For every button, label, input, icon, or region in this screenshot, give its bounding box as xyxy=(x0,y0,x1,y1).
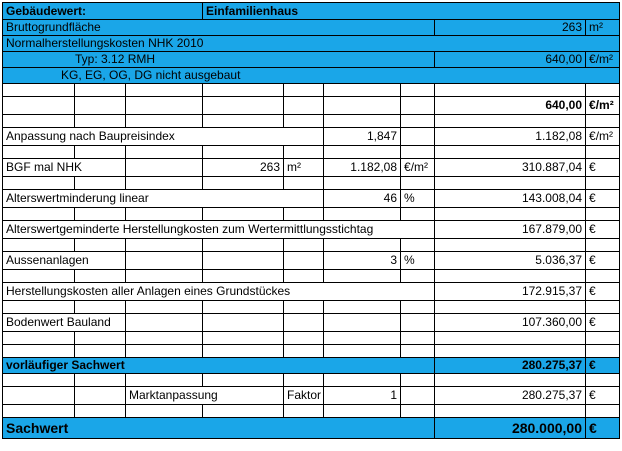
faktor-label: Faktor xyxy=(284,387,324,405)
alter-value: 143.008,04 xyxy=(435,190,586,208)
blank-row xyxy=(3,115,620,128)
blank-row xyxy=(3,374,620,387)
sachwert-row xyxy=(3,418,620,439)
info-nhk-label: Normalherstellungskosten NHK 2010 xyxy=(3,36,620,52)
bgf-label: BGF mal NHK xyxy=(3,159,126,177)
sachwert-unit: € xyxy=(586,418,620,439)
aussen-label: Aussenanlagen xyxy=(3,252,126,270)
vorl-label: vorläufiger Sachwert xyxy=(3,358,435,374)
alter-unit: € xyxy=(586,190,620,208)
index-unit: €/m² xyxy=(586,128,620,146)
markt-unit: € xyxy=(586,387,620,405)
blank-row xyxy=(3,177,620,190)
header-row xyxy=(3,3,620,20)
info-row-note xyxy=(3,68,620,84)
sachwert-label: Sachwert xyxy=(3,418,435,439)
boden-row xyxy=(3,314,620,332)
blank-row xyxy=(3,146,620,159)
blank-row xyxy=(3,84,620,97)
bgf-row xyxy=(3,159,620,177)
index-factor: 1,847 xyxy=(324,128,401,146)
hka-row xyxy=(3,283,620,301)
hka-value: 172.915,37 xyxy=(435,283,586,301)
blank-row xyxy=(3,405,620,418)
info-row-bgf xyxy=(3,20,620,36)
blank-row xyxy=(3,301,620,314)
alter-pct: 46 xyxy=(324,190,401,208)
bgf-value: 310.887,04 xyxy=(435,159,586,177)
info-typ-label: Typ: 3.12 RMH xyxy=(3,52,435,68)
boden-value: 107.360,00 xyxy=(435,314,586,332)
index-row xyxy=(3,128,620,146)
blank-row xyxy=(3,208,620,221)
markt-label: Marktanpassung xyxy=(126,387,284,405)
info-bgf-label: Bruttogrundfläche xyxy=(3,20,435,36)
header-subtitle: Einfamilienhaus xyxy=(203,3,620,20)
nhk-value: 640,00 xyxy=(435,97,586,115)
aussen-pct: 3 xyxy=(324,252,401,270)
aussen-pct-unit: % xyxy=(401,252,435,270)
alter-label: Alterswertminderung linear xyxy=(3,190,324,208)
index-value: 1.182,08 xyxy=(435,128,586,146)
info-row-typ xyxy=(3,52,620,68)
bgf-price-unit: €/m² xyxy=(401,159,435,177)
info-typ-value: 640,00 xyxy=(435,52,586,68)
hk-row xyxy=(3,221,620,239)
hk-value: 167.879,00 xyxy=(435,221,586,239)
blank-row xyxy=(3,239,620,252)
info-note: KG, EG, OG, DG nicht ausgebaut xyxy=(3,68,620,84)
valuation-table xyxy=(2,2,620,439)
sachwert-value: 280.000,00 xyxy=(435,418,586,439)
markt-value: 280.275,37 xyxy=(435,387,586,405)
blank-row xyxy=(3,345,620,358)
boden-label: Bodenwert Bauland xyxy=(3,314,126,332)
nhk-unit: €/m² xyxy=(586,97,620,115)
aussen-unit: € xyxy=(586,252,620,270)
info-row-nhk xyxy=(3,36,620,52)
blank-row xyxy=(3,332,620,345)
blank-row xyxy=(3,270,620,283)
bgf-area: 263 xyxy=(203,159,284,177)
bgf-area-unit: m² xyxy=(284,159,324,177)
boden-unit: € xyxy=(586,314,620,332)
bgf-unit: € xyxy=(586,159,620,177)
markt-row xyxy=(3,387,620,405)
hk-unit: € xyxy=(586,221,620,239)
hka-unit: € xyxy=(586,283,620,301)
hka-label: Herstellungskosten aller Anlagen eines Grundstückes xyxy=(3,283,435,301)
vorl-value: 280.275,37 xyxy=(435,358,586,374)
hk-label: Alterswertgeminderte Herstellungkosten zum Wertermittlungsstichtag xyxy=(3,221,435,239)
header-title: Gebäudewert: xyxy=(3,3,203,20)
nhk-row xyxy=(3,97,620,115)
index-label: Anpassung nach Baupreisindex xyxy=(3,128,324,146)
aussen-row xyxy=(3,252,620,270)
info-bgf-value: 263 xyxy=(435,20,586,36)
vorl-row xyxy=(3,358,620,374)
aussen-value: 5.036,37 xyxy=(435,252,586,270)
faktor-value: 1 xyxy=(324,387,401,405)
vorl-unit: € xyxy=(586,358,620,374)
info-bgf-unit: m² xyxy=(586,20,620,36)
info-typ-unit: €/m² xyxy=(586,52,620,68)
alter-row xyxy=(3,190,620,208)
bgf-price: 1.182,08 xyxy=(324,159,401,177)
alter-pct-unit: % xyxy=(401,190,435,208)
